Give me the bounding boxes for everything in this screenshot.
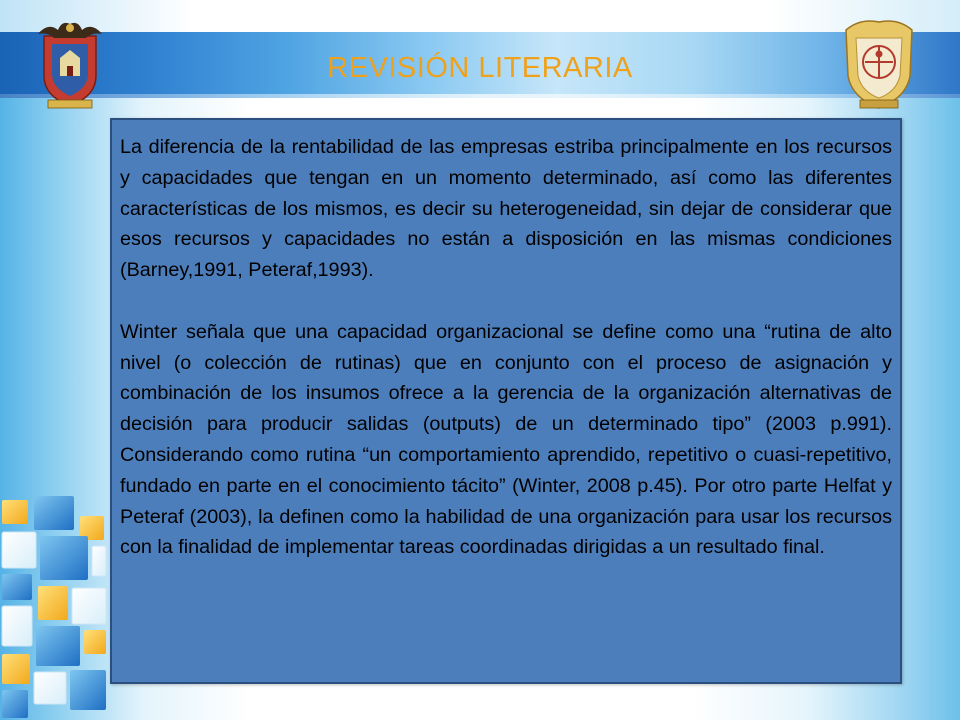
content-box — [110, 118, 902, 684]
paragraph-rentabilidad: La diferencia de la rentabilidad de las empresas estriba principalmente en los recursos y capacidades que tengan en un momento determinado, así como las diferentes características de los mismos, es decir su heterogeneidad, sin dejar de considerar que esos recursos y capacidades no están a disposición en las mismas condiciones (Barney,1991, Peteraf,1993). — [120, 136, 892, 282]
slide-title: REVISIÓN LITERARIA — [327, 52, 633, 84]
paragraph-capacidad-organizacional: Winter señala que una capacidad organizacional se define como una “rutina de alto nivel (o colección de rutinas) que en conjunto con el proceso de asignación y combinación de los insumos ofrece a la gerencia de la organización alternativas de decisión para producir salidas (outputs) de un determinado tipo” (2003 p.991). Considerando como rutina “un comportamiento aprendido, repetitivo o cuasi-repetitivo, fundado en parte en el conocimiento tácito” (Winter, 2008 p.45). Por otro parte Helfat y Peteraf (2003), la definen como la habilidad de una organización para usar los recursos con la finalidad de implementar tareas coordinadas dirigidas a un resultado final. — [120, 320, 892, 559]
top-strip — [0, 0, 960, 32]
